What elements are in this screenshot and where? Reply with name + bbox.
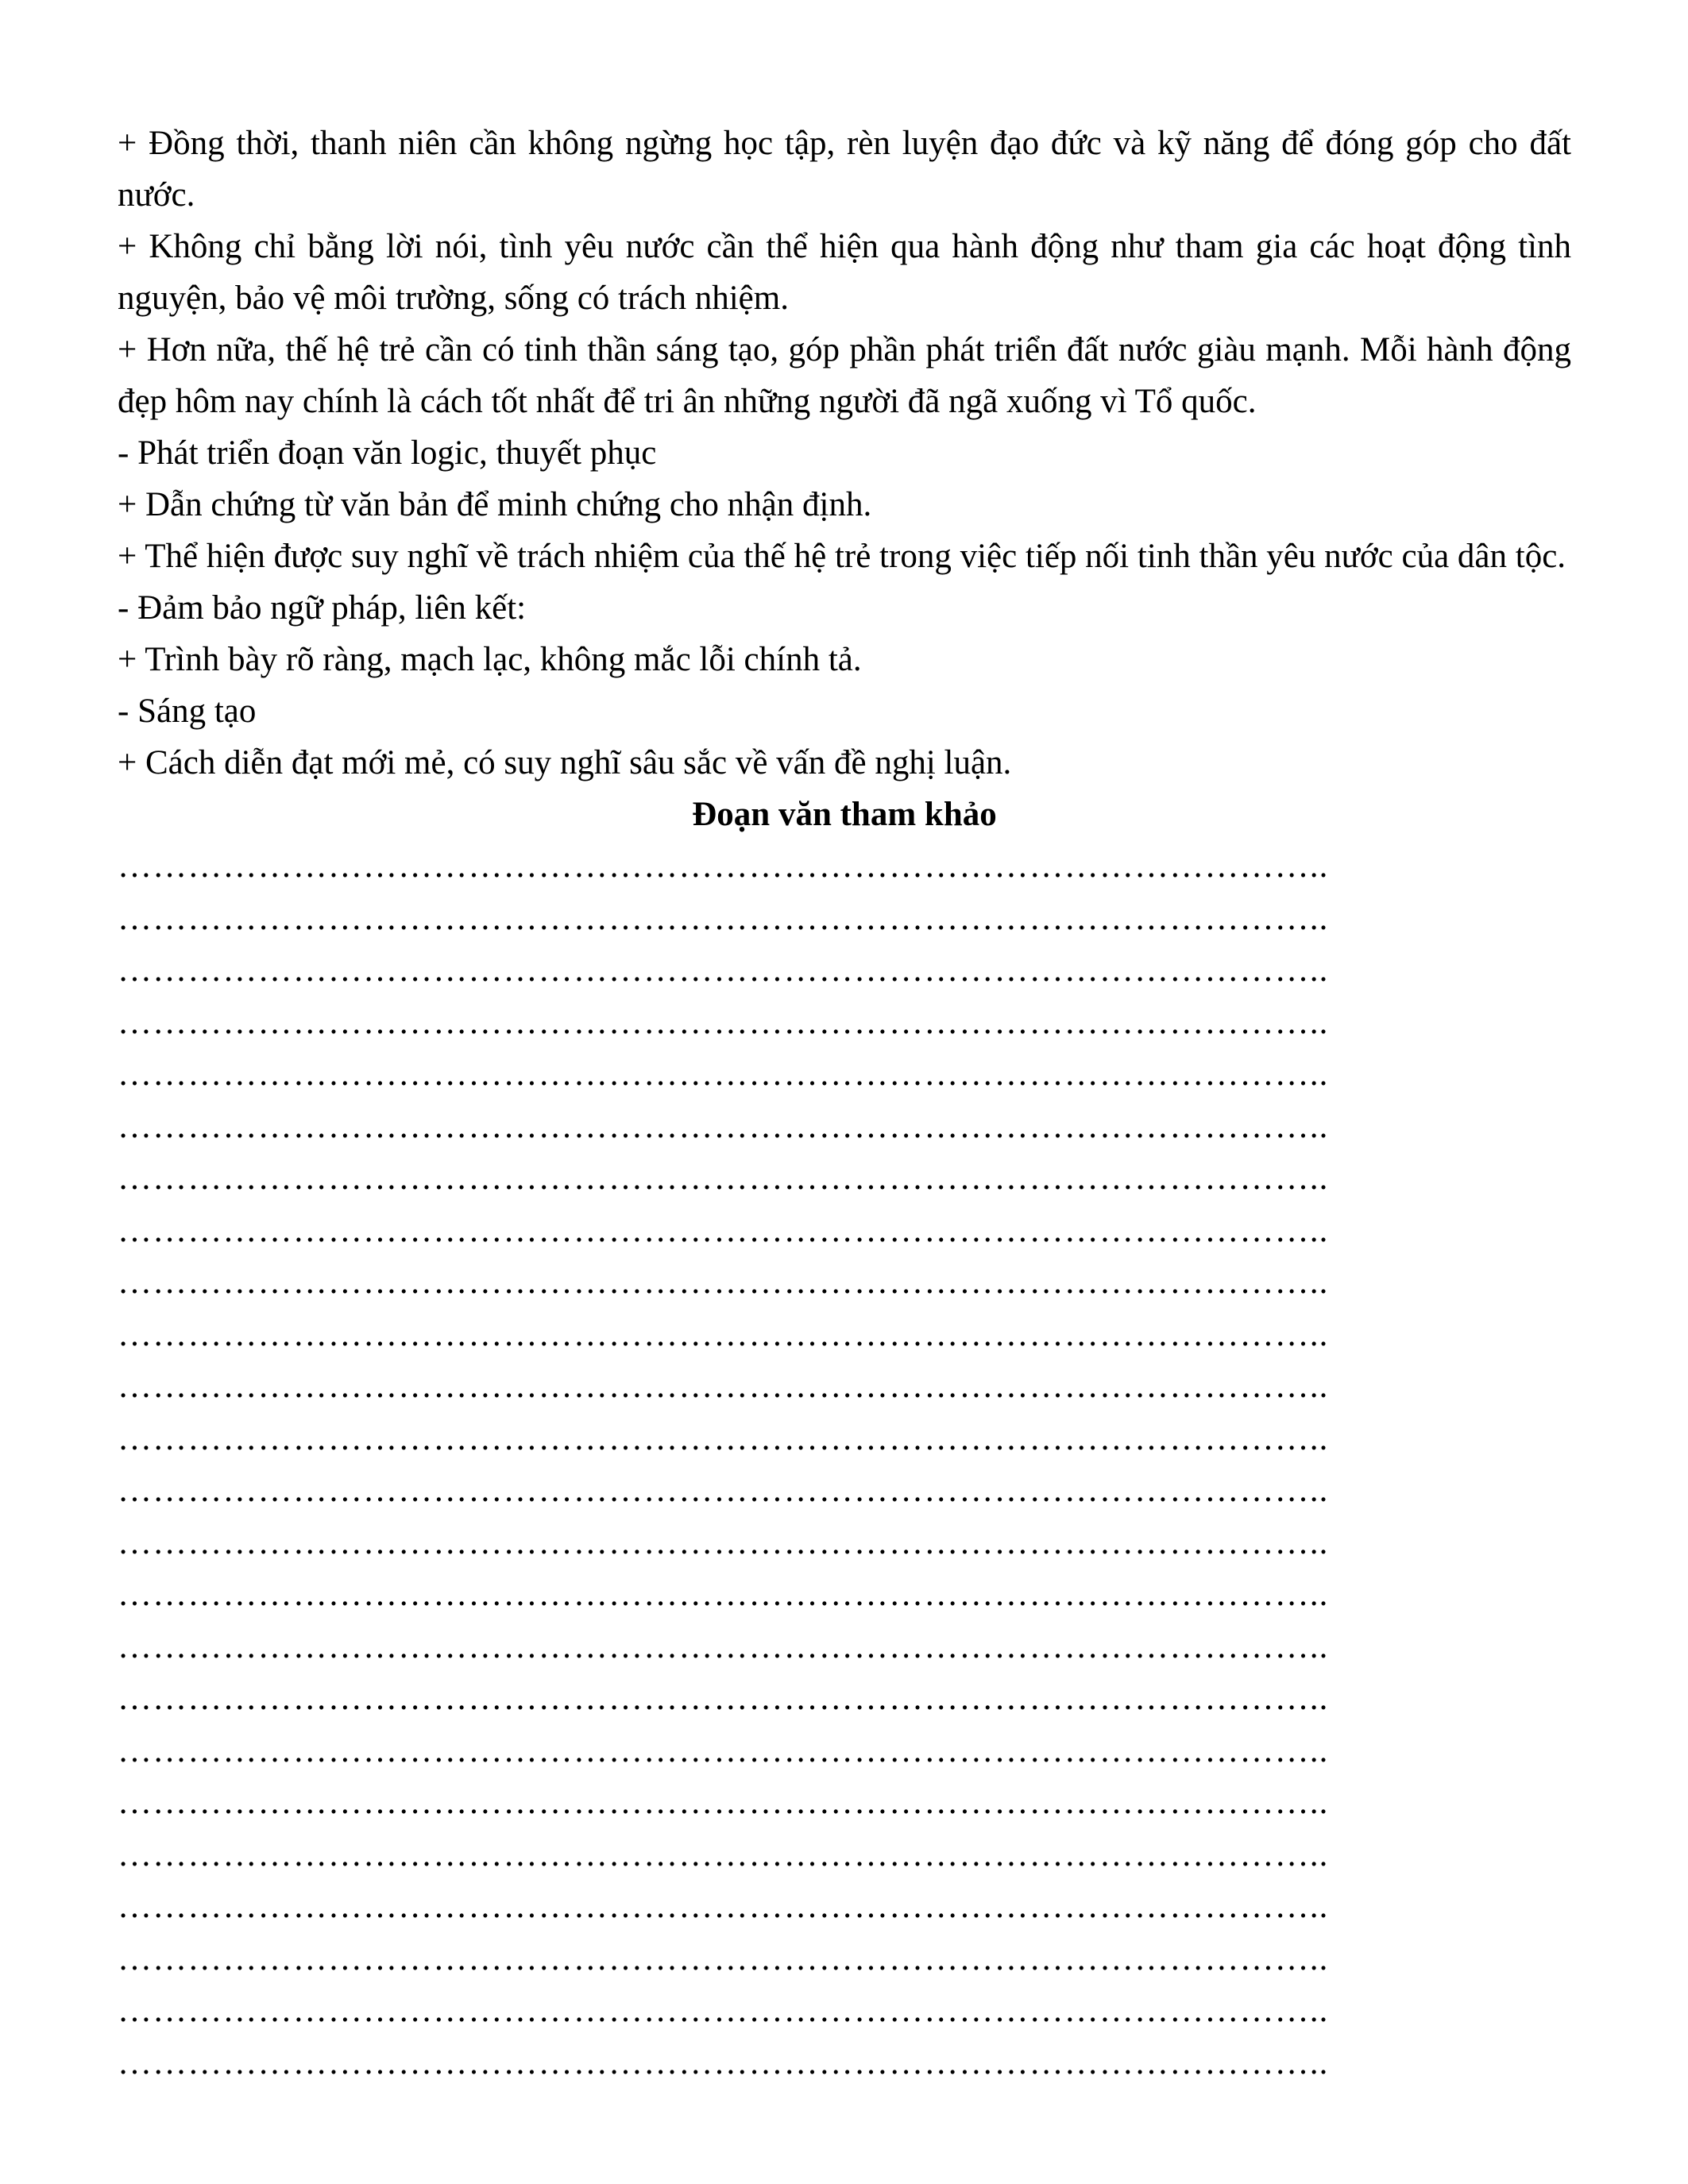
dotted-line: ………………………………………………………………………………………….. bbox=[118, 1523, 1329, 1561]
criterion-logic: - Phát triển đoạn văn logic, thuyết phục bbox=[118, 434, 657, 472]
criterion-grammar: - Đảm bảo ngữ pháp, liên kết: bbox=[118, 589, 527, 627]
criterion-responsibility: + Thể hiện được suy nghĩ về trách nhiệm của thế hệ trẻ trong việc tiếp nối tinh thần yêu nước của dân tộc. bbox=[118, 538, 1566, 575]
criterion-presentation: + Trình bày rõ ràng, mạch lạc, không mắc lỗi chính tả. bbox=[118, 641, 862, 678]
dotted-line: ………………………………………………………………………………………….. bbox=[118, 847, 1329, 885]
dotted-line: ………………………………………………………………………………………….. bbox=[118, 1419, 1329, 1457]
dotted-line: ………………………………………………………………………………………….. bbox=[118, 1211, 1329, 1249]
dotted-line: ………………………………………………………………………………………….. bbox=[118, 1731, 1329, 1769]
paragraph-patriotism-action: + Không chỉ bằng lời nói, tình yêu nước cần thể hiện qua hành động như tham gia các hoạt động tình nguyện, bảo vệ môi trường, sống có trách nhiệm. bbox=[118, 228, 1571, 317]
dotted-line: ………………………………………………………………………………………….. bbox=[118, 899, 1329, 937]
dotted-line: ………………………………………………………………………………………….. bbox=[118, 1680, 1329, 1717]
paragraph-creativity: + Hơn nữa, thế hệ trẻ cần có tinh thần sáng tạo, góp phần phát triển đất nước giàu mạnh. Mỗi hành động đẹp hôm nay chính là cách tốt nhất để tri ân những người đã ngã xuống vì Tổ quốc. bbox=[118, 331, 1571, 420]
dotted-line: ………………………………………………………………………………………….. bbox=[118, 1107, 1329, 1145]
dotted-line: ………………………………………………………………………………………….. bbox=[118, 1576, 1329, 1613]
dotted-line: ………………………………………………………………………………………….. bbox=[118, 1784, 1329, 1821]
criterion-expression: + Cách diễn đạt mới mẻ, có suy nghĩ sâu sắc về vấn đề nghị luận. bbox=[118, 744, 1012, 781]
dotted-line: ………………………………………………………………………………………….. bbox=[118, 1835, 1329, 1873]
dotted-line: ………………………………………………………………………………………….. bbox=[118, 1368, 1329, 1405]
dotted-line: ………………………………………………………………………………………….. bbox=[118, 1939, 1329, 1978]
dotted-line: ………………………………………………………………………………………….. bbox=[118, 1888, 1329, 1925]
dotted-line: ………………………………………………………………………………………….. bbox=[118, 1315, 1329, 1353]
dotted-line: ………………………………………………………………………………………….. bbox=[118, 1055, 1329, 1093]
dotted-line: ………………………………………………………………………………………….. bbox=[118, 1264, 1329, 1301]
paragraph-youth-study: + Đồng thời, thanh niên cần không ngừng học tập, rèn luyện đạo đức và kỹ năng để đóng góp cho đất nước. bbox=[118, 125, 1571, 214]
dotted-line: ………………………………………………………………………………………….. bbox=[118, 1003, 1329, 1041]
document-page bbox=[118, 118, 1571, 2089]
dotted-line: ………………………………………………………………………………………….. bbox=[118, 1160, 1329, 1197]
criterion-evidence: + Dẫn chứng từ văn bản để minh chứng cho nhận định. bbox=[118, 486, 872, 523]
dotted-line: ………………………………………………………………………………………….. bbox=[118, 1472, 1329, 1509]
writing-area bbox=[118, 840, 1571, 2089]
dotted-line: ………………………………………………………………………………………….. bbox=[118, 1627, 1329, 1665]
dotted-line: ………………………………………………………………………………………….. bbox=[118, 2043, 1329, 2082]
criterion-creativity: - Sáng tạo bbox=[118, 693, 257, 730]
section-heading: Đoạn văn tham khảo bbox=[692, 796, 997, 833]
dotted-line: ………………………………………………………………………………………….. bbox=[118, 1992, 1329, 2029]
dotted-line: ………………………………………………………………………………………….. bbox=[118, 951, 1329, 989]
